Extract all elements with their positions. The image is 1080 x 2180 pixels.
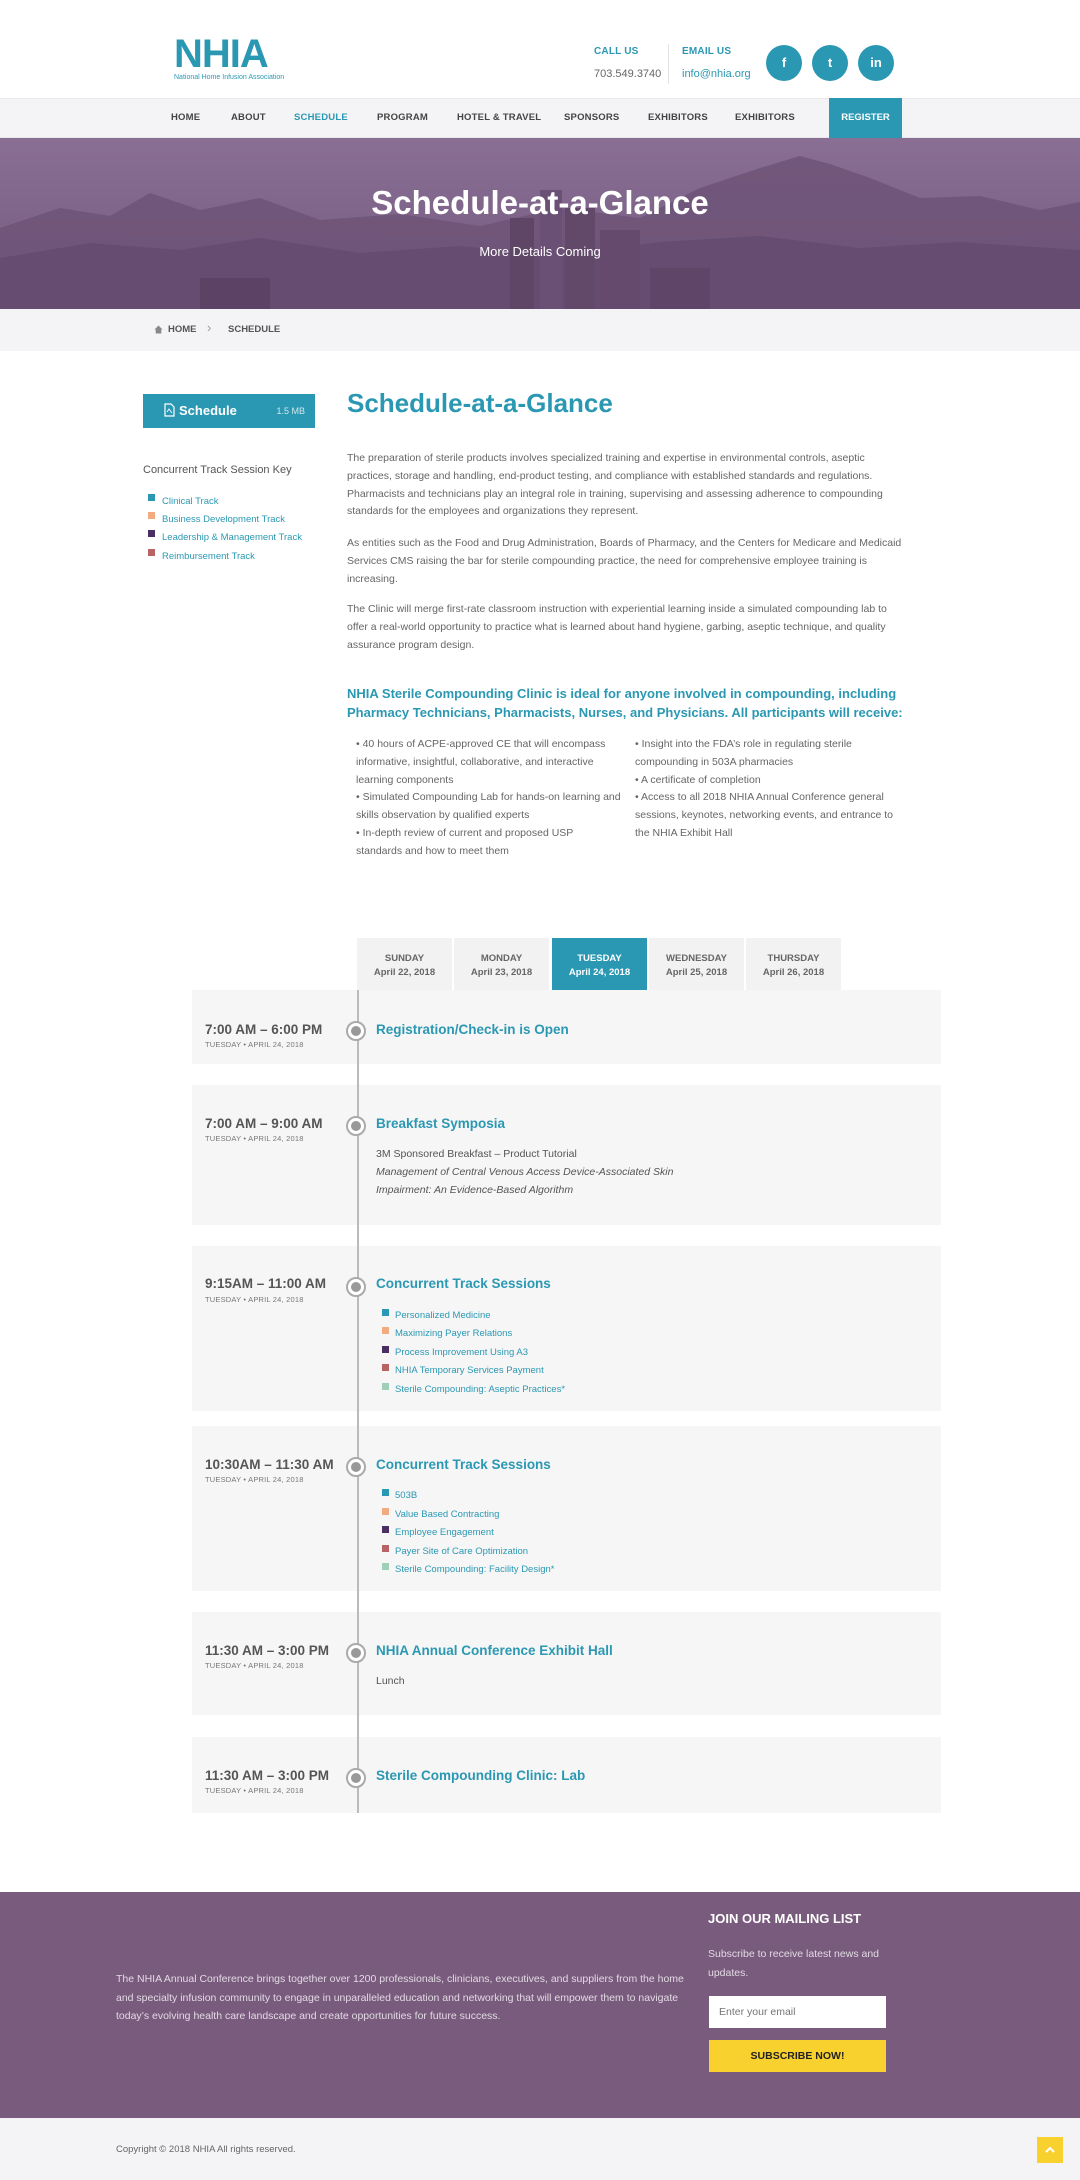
bullet-item: • 40 hours of ACPE-approved CE that will encompass informative, insightful, collaborative, and interactive learning components xyxy=(356,738,606,786)
track-session[interactable] xyxy=(389,1384,565,1395)
track-key-label: Leadership & Management Track xyxy=(162,532,302,543)
tab-date: April 25, 2018 xyxy=(665,967,728,978)
timeline-line xyxy=(357,990,359,1813)
track-color-swatch xyxy=(148,494,155,501)
track-session-label: Personalized Medicine xyxy=(395,1310,491,1321)
event-date: TUESDAY • APRIL 24, 2018 xyxy=(205,1134,304,1143)
event-date: TUESDAY • APRIL 24, 2018 xyxy=(205,1295,304,1304)
bullet-item: • Insight into the FDA’s role in regulating sterile compounding in 503A pharmacies xyxy=(635,738,852,768)
event-detail: Management of Central Venous Access Device-Associated Skin xyxy=(376,1166,674,1178)
timeline-dot xyxy=(346,1768,366,1788)
nav-exhibitors[interactable]: EXHIBITORS xyxy=(648,112,708,123)
site-header xyxy=(0,0,1080,98)
track-key-title: Concurrent Track Session Key xyxy=(143,464,292,476)
track-key-clinical xyxy=(150,496,219,507)
intro-paragraph: The preparation of sterile products involves specialized training and expertise in environmental controls, aseptic practices, storage and handling, end-product testing, and compliance with established standards and regulations. Pharmacists and technicians play an integral role in training, supervising and assessing adherence to compounding standards for the employees and organizations they represent. xyxy=(347,452,883,518)
contact-divider xyxy=(668,44,669,84)
schedule-file-size: 1.5 MB xyxy=(276,406,305,416)
schedule-event xyxy=(192,1246,941,1411)
track-session[interactable] xyxy=(389,1546,528,1557)
event-date: TUESDAY • APRIL 24, 2018 xyxy=(205,1661,304,1670)
call-us-label: CALL US xyxy=(594,46,639,57)
tab-day: MONDAY xyxy=(480,953,523,964)
timeline-dot xyxy=(346,1116,366,1136)
schedule-event xyxy=(192,1612,941,1715)
track-key-label: Clinical Track xyxy=(162,496,219,507)
tab-monday[interactable] xyxy=(454,938,549,990)
intro-paragraph: The Clinic will merge first-rate classroom instruction with experiential learning inside a simulated compounding lab to offer a real-world opportunity to practice what is learned about hand hygiene, garbing, aseptic technique, and quality assurance program design. xyxy=(347,603,887,651)
event-time: 7:00 AM – 6:00 PM xyxy=(205,1022,323,1037)
hero-title: Schedule-at-a-Glance xyxy=(371,184,709,221)
tab-day: WEDNESDAY xyxy=(666,953,727,964)
bullet-item: • A certificate of completion xyxy=(635,773,761,786)
event-date: TUESDAY • APRIL 24, 2018 xyxy=(205,1040,304,1049)
track-session-label: NHIA Temporary Services Payment xyxy=(395,1365,544,1376)
schedule-download-button[interactable] xyxy=(143,394,315,428)
track-session-label: Sterile Compounding: Facility Design* xyxy=(395,1564,555,1575)
register-button[interactable]: REGISTER xyxy=(829,98,902,138)
event-time: 11:30 AM – 3:00 PM xyxy=(205,1643,330,1658)
back-to-top-button[interactable] xyxy=(1037,2137,1063,2163)
track-session-label: Process Improvement Using A3 xyxy=(395,1347,529,1358)
track-session[interactable] xyxy=(389,1328,512,1339)
event-title[interactable]: Concurrent Track Sessions xyxy=(376,1457,551,1472)
bullet-item: • In-depth review of current and proposed USP standards and how to meet them xyxy=(356,826,574,857)
email-us-address[interactable]: info@nhia.org xyxy=(682,68,751,80)
track-color-swatch xyxy=(382,1489,389,1496)
track-key-leadership xyxy=(150,532,302,543)
bullet-list-left xyxy=(356,736,621,861)
bullet-item: • Access to all 2018 NHIA Annual Conference general sessions, keynotes, networking events, and entrance to the NHIA Exhibit Hall xyxy=(635,791,893,839)
track-session-label: Employee Engagement xyxy=(395,1527,494,1538)
breadcrumb-home[interactable]: HOME xyxy=(168,324,197,335)
tab-date: April 23, 2018 xyxy=(470,967,533,978)
breadcrumb-current: SCHEDULE xyxy=(228,324,281,335)
timeline-dot xyxy=(346,1021,366,1041)
event-title[interactable]: Concurrent Track Sessions xyxy=(376,1276,551,1291)
track-key-label: Business Development Track xyxy=(162,514,286,525)
nav-program[interactable]: PROGRAM xyxy=(377,112,429,123)
event-detail: 3M Sponsored Breakfast – Product Tutorial xyxy=(376,1148,577,1160)
track-session[interactable] xyxy=(389,1365,544,1376)
event-date: TUESDAY • APRIL 24, 2018 xyxy=(205,1475,304,1484)
intro-paragraph: As entities such as the Food and Drug Administration, Boards of Pharmacy, and the Centers for Medicare and Medicaid Services CMS raising the bar for sterile compounding practice, the need for comprehensive employee training is increasing. xyxy=(347,537,902,585)
email-input[interactable] xyxy=(709,1996,886,2028)
track-session[interactable] xyxy=(389,1490,417,1501)
event-title[interactable]: Registration/Check-in is Open xyxy=(376,1022,569,1037)
pdf-file-icon xyxy=(164,403,175,417)
tab-date: April 24, 2018 xyxy=(568,967,631,978)
footer-about-text: The NHIA Annual Conference brings together over 1200 professionals, clinicians, executives, and suppliers from the home and specialty infusion community to engage in unparalleled education and networking that will empower them to navigate today’s evolving health care landscape and create opportunities for future success. xyxy=(116,1973,684,2022)
bullet-list-right xyxy=(635,736,900,843)
tab-day: THURSDAY xyxy=(767,953,820,964)
event-time: 7:00 AM – 9:00 AM xyxy=(205,1116,323,1131)
timeline-dot xyxy=(346,1457,366,1477)
track-color-swatch xyxy=(382,1346,389,1353)
facebook-icon[interactable]: f xyxy=(766,45,802,81)
nav-home[interactable]: HOME xyxy=(171,112,201,123)
track-key-label: Reimbursement Track xyxy=(162,551,255,562)
mountain-skyline-image xyxy=(0,138,1080,309)
event-detail: Impairment: An Evidence-Based Algorithm xyxy=(376,1184,574,1196)
nav-exhibitors-2[interactable]: EXHIBITORS xyxy=(735,112,795,123)
chevron-up-icon xyxy=(1044,2144,1056,2156)
track-color-swatch xyxy=(148,530,155,537)
track-session-label: Payer Site of Care Optimization xyxy=(395,1546,529,1557)
email-us-label: EMAIL US xyxy=(682,46,732,57)
track-session[interactable] xyxy=(389,1347,528,1358)
tab-day: TUESDAY xyxy=(577,953,622,964)
nav-schedule[interactable]: SCHEDULE xyxy=(294,112,348,123)
event-date: TUESDAY • APRIL 24, 2018 xyxy=(205,1786,304,1795)
tab-sunday[interactable] xyxy=(357,938,452,990)
track-color-swatch xyxy=(382,1383,389,1390)
logo-subtitle: National Home Infusion Association xyxy=(174,74,285,80)
track-color-swatch xyxy=(382,1327,389,1334)
linkedin-icon[interactable]: in xyxy=(858,45,894,81)
schedule-download-label: Schedule xyxy=(179,403,237,418)
subscribe-button[interactable]: SUBSCRIBE NOW! xyxy=(709,2040,886,2072)
track-session-label: Maximizing Payer Relations xyxy=(395,1328,513,1339)
event-title[interactable]: NHIA Annual Conference Exhibit Hall xyxy=(376,1643,613,1658)
track-color-swatch xyxy=(382,1545,389,1552)
track-color-swatch xyxy=(382,1526,389,1533)
event-time: 9:15AM – 11:00 AM xyxy=(205,1276,327,1291)
track-color-swatch xyxy=(148,512,155,519)
highlight-heading: NHIA Sterile Compounding Clinic is ideal for anyone involved in compounding, including Pharmacy Technicians, Pharmacists, Nurses, and Physicians. All participants will receive: xyxy=(347,686,903,720)
copyright-text: Copyright © 2018 NHIA All rights reserved. xyxy=(116,2144,296,2155)
track-session-label: 503B xyxy=(395,1490,418,1501)
event-title[interactable]: Breakfast Symposia xyxy=(376,1116,506,1131)
timeline-dot xyxy=(346,1277,366,1297)
track-session[interactable] xyxy=(389,1310,491,1321)
track-key-business xyxy=(150,514,285,525)
mailing-list-description: Subscribe to receive latest news and updates. xyxy=(708,1948,880,1979)
tab-date: April 26, 2018 xyxy=(762,967,825,978)
hero-subtitle: More Details Coming xyxy=(479,244,601,259)
nhia-logo[interactable] xyxy=(174,34,300,80)
schedule-event xyxy=(192,1426,941,1591)
nav-about[interactable]: ABOUT xyxy=(231,112,266,123)
home-icon xyxy=(154,325,163,334)
track-color-swatch xyxy=(382,1309,389,1316)
chevron-right-icon: › xyxy=(207,320,212,335)
track-session-label: Sterile Compounding: Aseptic Practices* xyxy=(395,1384,566,1395)
event-time: 10:30AM – 11:30 AM xyxy=(205,1457,334,1472)
hero-banner xyxy=(0,138,1080,309)
tab-tuesday[interactable] xyxy=(552,938,647,990)
call-us-number[interactable]: 703.549.3740 xyxy=(594,68,662,80)
bullet-item: • Simulated Compounding Lab for hands-on learning and skills observation by qualified experts xyxy=(356,791,621,822)
page-title: Schedule-at-a-Glance xyxy=(347,388,613,418)
nav-hotel-travel[interactable]: HOTEL & TRAVEL xyxy=(457,112,542,123)
event-detail: Lunch xyxy=(376,1675,405,1687)
track-session[interactable] xyxy=(389,1564,554,1575)
track-color-swatch xyxy=(382,1563,389,1570)
twitter-icon[interactable]: t xyxy=(812,45,848,81)
track-color-swatch xyxy=(148,549,155,556)
track-session[interactable] xyxy=(389,1509,499,1520)
track-session[interactable] xyxy=(389,1527,494,1538)
nav-sponsors[interactable]: SPONSORS xyxy=(564,112,620,123)
track-session-label: Value Based Contracting xyxy=(395,1509,500,1520)
tab-wednesday[interactable] xyxy=(649,938,744,990)
event-title[interactable]: Sterile Compounding Clinic: Lab xyxy=(376,1768,586,1783)
track-color-swatch xyxy=(382,1364,389,1371)
track-key-reimbursement xyxy=(150,551,255,562)
tab-thursday[interactable] xyxy=(746,938,841,990)
logo-wordmark: NHIA xyxy=(174,34,268,76)
mailing-list-title: JOIN OUR MAILING LIST xyxy=(708,1911,862,1926)
event-time: 11:30 AM – 3:00 PM xyxy=(205,1768,330,1783)
tab-date: April 22, 2018 xyxy=(373,967,436,978)
track-color-swatch xyxy=(382,1508,389,1515)
timeline-dot xyxy=(346,1643,366,1663)
tab-day: SUNDAY xyxy=(384,953,425,964)
